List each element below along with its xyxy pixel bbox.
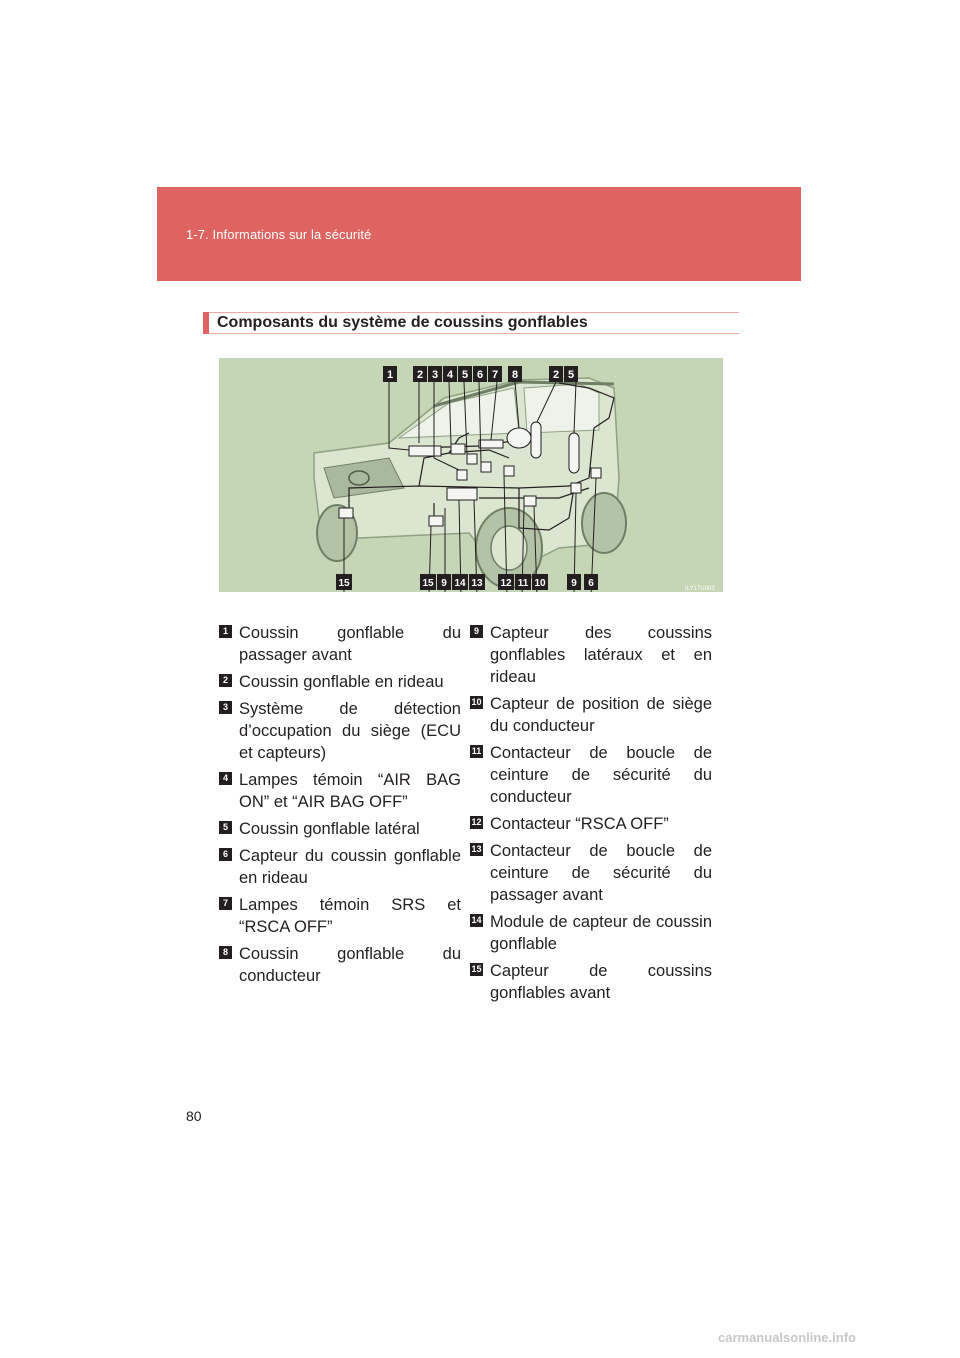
header-band [157, 187, 801, 281]
legend-number-badge: 9 [470, 625, 483, 638]
diagram-label-top: 4 [446, 369, 454, 381]
legend-item-label: Contacteur “RSCA OFF” [490, 815, 669, 833]
legend-item-label: Coussin gonflable latéral [239, 820, 420, 838]
diagram-label-top: 5 [567, 369, 575, 381]
legend-number-badge: 2 [219, 674, 232, 687]
legend-item [470, 960, 712, 1004]
section-title-text: Composants du système de coussins gonflables [217, 314, 588, 331]
legend-number-badge: 5 [219, 821, 232, 834]
diagram-label-top: 7 [491, 369, 499, 381]
legend-number-badge: 8 [219, 946, 232, 959]
diagram-label-top: 6 [476, 369, 484, 381]
legend-item [470, 840, 712, 906]
diagram-label-top: 2 [552, 369, 560, 381]
diagram-label-top: 8 [511, 369, 519, 381]
diagram-label-bottom: 14 [454, 578, 466, 589]
legend-number-badge: 13 [471, 844, 482, 854]
legend-item-label: Capteur des coussins gonflables latéraux et en rideau [490, 624, 712, 686]
legend-item [219, 622, 461, 666]
diagram-label-bottom: 9 [441, 578, 447, 589]
legend-number-badge: 6 [219, 848, 232, 861]
legend-number-badge: 4 [219, 772, 232, 785]
legend-item [470, 742, 712, 808]
diagram-label-top: 5 [461, 369, 469, 381]
legend-item [470, 813, 712, 835]
legend-right-column [470, 622, 712, 1009]
diagram-label-top: 2 [416, 369, 424, 381]
legend-number-badge: 3 [219, 701, 232, 714]
diagram-label-bottom: 12 [500, 578, 512, 589]
vehicle-illustration [219, 358, 723, 592]
section-title [203, 312, 739, 334]
legend-item [219, 894, 461, 938]
legend-item [470, 622, 712, 688]
airbag-components-diagram [219, 358, 723, 592]
diagram-label-bottom: 15 [422, 578, 434, 589]
legend-number-badge: 10 [471, 697, 482, 707]
diagram-label-bottom: 15 [338, 578, 350, 589]
legend-number-badge: 14 [471, 915, 482, 925]
diagram-label-top: 1 [386, 369, 394, 381]
legend-item-label: Contacteur de boucle de ceinture de sécurité du passager avant [490, 842, 712, 904]
legend-item-label: Lampes témoin SRS et “RSCA OFF” [239, 896, 461, 936]
legend-number-badge: 12 [471, 817, 482, 827]
legend-number-badge: 15 [471, 964, 482, 974]
section-breadcrumb: 1-7. Informations sur la sécurité [186, 227, 372, 242]
legend-item-label: Contacteur de boucle de ceinture de sécurité du conducteur [490, 744, 712, 806]
diagram-label-bottom: 13 [471, 578, 483, 589]
legend-item [219, 769, 461, 813]
legend-item-label: Capteur de coussins gonflables avant [490, 962, 712, 1002]
legend-item [470, 693, 712, 737]
diagram-label-bottom: 9 [571, 578, 577, 589]
legend-item-label: Capteur de position de siège du conducteur [490, 695, 712, 735]
legend-item-label: Système de détection d’occupation du siège (ECU et capteurs) [239, 700, 461, 762]
diagram-label-bottom: 10 [534, 578, 546, 589]
diagram-image-code: ILY17U003 [685, 586, 715, 592]
legend-item-label: Coussin gonflable du passager avant [239, 624, 461, 664]
legend-item [219, 698, 461, 764]
legend-left-column [219, 622, 461, 992]
legend-item [219, 818, 461, 840]
legend-item [470, 911, 712, 955]
legend-item-label: Lampes témoin “AIR BAG ON” et “AIR BAG OFF” [239, 771, 461, 811]
footer-watermark: carmanualsonline.info [718, 1330, 856, 1345]
legend-number-badge: 1 [219, 625, 232, 638]
legend-number-badge: 11 [471, 746, 482, 756]
section-title-accent [203, 312, 209, 334]
legend-number-badge: 7 [219, 897, 232, 910]
diagram-label-bottom: 6 [588, 578, 594, 589]
legend-item-label: Module de capteur de coussin gonflable [490, 913, 712, 953]
legend-item-label: Coussin gonflable en rideau [239, 673, 444, 691]
page-number: 80 [186, 1108, 202, 1124]
legend-item-label: Capteur du coussin gonflable en rideau [239, 847, 461, 887]
legend-item [219, 943, 461, 987]
legend-item [219, 671, 461, 693]
diagram-label-top: 3 [431, 369, 439, 381]
diagram-label-bottom: 11 [517, 578, 529, 589]
legend-item [219, 845, 461, 889]
legend-item-label: Coussin gonflable du conducteur [239, 945, 461, 985]
